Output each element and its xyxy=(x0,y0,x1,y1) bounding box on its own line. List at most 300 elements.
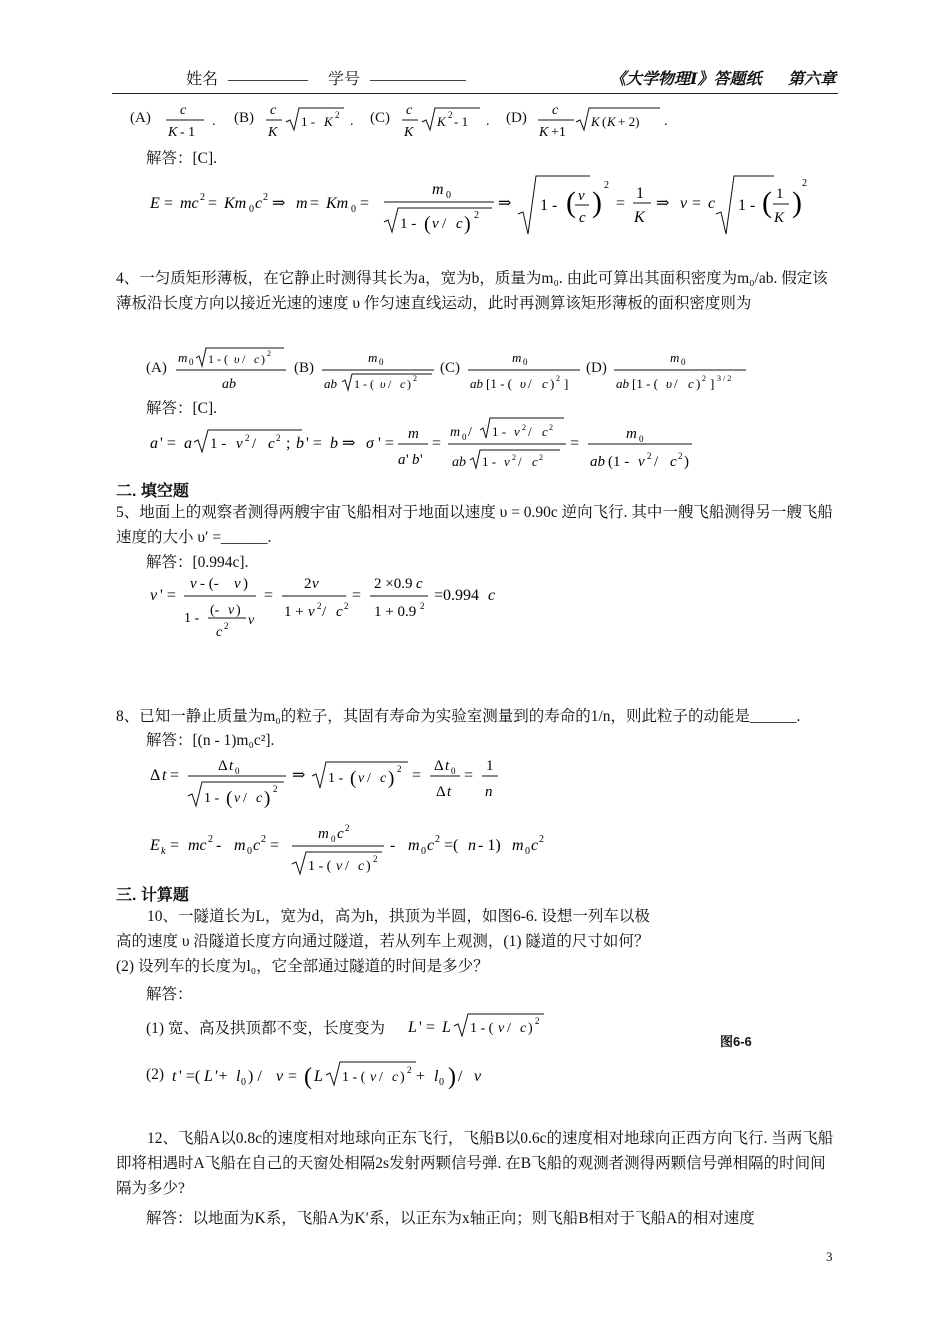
svg-text:/: / xyxy=(322,604,327,620)
svg-text:m: m xyxy=(296,195,308,212)
svg-text:v: v xyxy=(236,436,243,452)
svg-text:/: / xyxy=(507,1021,511,1036)
svg-text:- 1: - 1 xyxy=(180,125,196,140)
svg-text:]: ] xyxy=(564,376,569,391)
svg-text:k: k xyxy=(161,846,166,857)
svg-text:): ) xyxy=(448,1064,456,1090)
q3-option-d-formula xyxy=(536,98,676,144)
svg-text:2: 2 xyxy=(435,834,440,845)
svg-text:1 + 0.9: 1 + 0.9 xyxy=(374,604,417,620)
svg-text:0: 0 xyxy=(462,432,467,442)
svg-text:=(: =( xyxy=(444,837,459,854)
svg-text:c: c xyxy=(255,195,263,212)
q12-question: 12、飞船A以0.8c的速度相对地球向正东飞行，飞船B以0.6c的速度相对地球向正西方向飞行. 当两飞船即将相遇时A飞船在自己的天窗处相隔2s发射两颗信号弹. 在B飞船的观测者测得两颗信号弹相隔的时间间隔为多少? xyxy=(116,1130,834,1197)
svg-text:2: 2 xyxy=(200,192,205,203)
svg-text:2: 2 xyxy=(413,374,417,383)
svg-text:): ) xyxy=(236,603,241,618)
svg-text:c: c xyxy=(256,791,263,806)
svg-text:v: v xyxy=(432,216,439,232)
svg-text:- (-: - (- xyxy=(200,576,219,592)
svg-text:=: = xyxy=(692,195,702,212)
svg-text:): ) xyxy=(528,1021,533,1036)
svg-text:Δ: Δ xyxy=(436,784,446,800)
svg-text:-: - xyxy=(216,837,222,854)
svg-text:.: . xyxy=(212,114,216,129)
svg-text:1 -: 1 - xyxy=(184,611,200,626)
svg-text:c: c xyxy=(216,625,223,640)
q8-solution-equation-2 xyxy=(146,816,566,882)
svg-text:K: K xyxy=(168,125,178,140)
svg-text:a: a xyxy=(184,435,192,452)
svg-text:) /: ) / xyxy=(248,1068,262,1085)
svg-text:0: 0 xyxy=(525,846,530,857)
svg-text:2: 2 xyxy=(304,576,312,592)
svg-text:ab: ab xyxy=(222,377,236,392)
q5-solution-equation xyxy=(146,566,526,646)
svg-text:c: c xyxy=(268,436,275,452)
svg-text:Δ: Δ xyxy=(218,758,228,774)
svg-text:⇒: ⇒ xyxy=(342,435,356,452)
svg-text:ab: ab xyxy=(616,376,629,391)
svg-text:m: m xyxy=(450,425,461,440)
q3-option-c-formula xyxy=(400,98,495,144)
svg-text:/: / xyxy=(379,1070,383,1085)
svg-text:;: ; xyxy=(286,435,291,452)
svg-text:): ) xyxy=(464,213,471,235)
svg-text:c: c xyxy=(337,826,344,842)
svg-text:σ: σ xyxy=(366,435,374,452)
svg-text:1 -: 1 - xyxy=(400,216,417,232)
svg-text:c: c xyxy=(392,1070,399,1085)
svg-text:2: 2 xyxy=(261,834,266,845)
svg-text:1 +: 1 + xyxy=(284,604,304,620)
svg-text:): ) xyxy=(696,376,701,391)
svg-text:v: v xyxy=(578,188,585,204)
svg-text:0: 0 xyxy=(235,766,240,776)
svg-text:c: c xyxy=(488,587,496,604)
course-title: 《大学物理Ⅰ》答题纸 xyxy=(610,71,762,88)
figure-caption: 图6-6 xyxy=(720,1034,752,1049)
svg-text:' =: ' = xyxy=(378,435,394,452)
svg-text:n: n xyxy=(468,837,476,854)
svg-text:): ) xyxy=(366,859,371,874)
svg-text:(: ( xyxy=(762,186,772,219)
svg-text:c: c xyxy=(456,216,463,232)
svg-text:1 -: 1 - xyxy=(482,454,497,469)
q4-solution-equation xyxy=(146,412,706,474)
section-fill-in-blanks: 二. 填空题 xyxy=(116,483,189,500)
svg-text:v: v xyxy=(514,424,520,439)
svg-text:v: v xyxy=(190,576,197,592)
svg-text:=: = xyxy=(616,195,626,212)
svg-text:(: ( xyxy=(566,186,576,219)
q10-part1: (1) 宽、高及拱顶都不变，长度变为 xyxy=(146,1020,385,1037)
svg-text:=: = xyxy=(360,195,370,212)
svg-text:v: v xyxy=(336,859,343,874)
svg-text:Km: Km xyxy=(224,195,247,212)
svg-text:/: / xyxy=(242,352,246,366)
svg-text:v: v xyxy=(228,603,235,618)
svg-text:v: v xyxy=(370,1070,377,1085)
q3-answer: 解答：[C]. xyxy=(146,150,218,167)
svg-text:': ' xyxy=(420,452,423,468)
svg-text:2: 2 xyxy=(208,834,213,845)
svg-text:1: 1 xyxy=(776,186,784,202)
q4-answer: 解答：[C]. xyxy=(146,400,218,417)
svg-text:): ) xyxy=(550,376,555,391)
q3-option-a-formula xyxy=(160,98,220,144)
q10-answer: 解答： xyxy=(146,986,193,1003)
svg-text:c: c xyxy=(708,195,716,212)
svg-text:2: 2 xyxy=(267,349,271,358)
q4-option-a: (A) xyxy=(146,360,167,376)
svg-text:m: m xyxy=(234,837,246,854)
svg-text:- 1): - 1) xyxy=(478,837,501,854)
svg-text:2: 2 xyxy=(702,374,706,383)
svg-text:c: c xyxy=(531,837,539,854)
svg-text:1 -: 1 - xyxy=(492,424,507,439)
q3-option-d: (D) xyxy=(506,110,527,126)
svg-text:(: ( xyxy=(304,1064,312,1090)
svg-text:/: / xyxy=(442,216,447,232)
svg-text:/: / xyxy=(252,436,257,452)
svg-text:E: E xyxy=(150,195,160,212)
page-number: 3 xyxy=(826,1249,833,1264)
svg-text:0: 0 xyxy=(639,434,644,444)
q3-option-a: (A) xyxy=(130,110,151,126)
svg-text:0: 0 xyxy=(523,357,528,367)
q4-option-d: (D) xyxy=(586,360,607,376)
svg-text:2: 2 xyxy=(512,453,516,462)
q3-option-b: (B) xyxy=(234,110,254,126)
svg-text:m: m xyxy=(670,350,680,365)
svg-text:): ) xyxy=(792,186,802,219)
svg-text:0: 0 xyxy=(351,204,356,215)
svg-text:v: v xyxy=(234,791,241,806)
q4-option-b: (B) xyxy=(294,360,314,376)
svg-text:Δ: Δ xyxy=(434,758,444,774)
svg-text:c: c xyxy=(579,210,586,226)
svg-text:L: L xyxy=(314,1068,323,1085)
svg-text:' =: ' = xyxy=(160,435,176,452)
svg-text:2: 2 xyxy=(273,784,278,794)
svg-text:K: K xyxy=(324,114,333,129)
svg-text:0: 0 xyxy=(189,357,194,367)
svg-text:1: 1 xyxy=(486,758,494,774)
svg-text:0: 0 xyxy=(379,357,384,367)
svg-text:2: 2 xyxy=(556,374,560,383)
svg-text:0: 0 xyxy=(249,204,254,215)
svg-text:K: K xyxy=(591,114,600,129)
svg-text:v: v xyxy=(150,587,158,604)
svg-text:2 ×0.9: 2 ×0.9 xyxy=(374,576,413,592)
q3-option-b-formula xyxy=(264,98,359,144)
q8-solution-equation-1 xyxy=(146,748,506,814)
svg-text:mc: mc xyxy=(188,837,207,854)
svg-text:t: t xyxy=(172,1068,177,1085)
svg-text:m: m xyxy=(408,837,420,854)
svg-text:2: 2 xyxy=(549,423,553,432)
q4-option-c-formula xyxy=(466,346,586,396)
svg-text:2: 2 xyxy=(539,834,544,845)
svg-text:[1 - (: [1 - ( xyxy=(632,376,658,391)
svg-text:- 1: - 1 xyxy=(454,114,469,129)
svg-text:1 - (: 1 - ( xyxy=(342,1070,366,1085)
svg-text:ab: ab xyxy=(470,376,483,391)
svg-text:=: = xyxy=(264,587,274,604)
svg-text:2: 2 xyxy=(522,423,526,432)
svg-text:l: l xyxy=(236,1068,241,1085)
svg-text:v: v xyxy=(504,454,510,469)
svg-text:2: 2 xyxy=(539,453,543,462)
svg-text:/: / xyxy=(367,771,371,786)
svg-text:/: / xyxy=(458,1068,463,1085)
svg-text:⇒: ⇒ xyxy=(292,767,306,784)
svg-text:c: c xyxy=(532,454,538,469)
svg-text:=: = xyxy=(170,837,180,854)
svg-text:=0.994: =0.994 xyxy=(434,587,480,604)
svg-text:1 -: 1 - xyxy=(210,436,227,452)
svg-text:b: b xyxy=(412,452,420,468)
svg-text:c: c xyxy=(180,103,187,118)
svg-text:⇒: ⇒ xyxy=(498,195,512,212)
svg-text:K: K xyxy=(634,209,645,226)
svg-text:2: 2 xyxy=(802,178,807,189)
svg-text:2: 2 xyxy=(407,1065,412,1075)
q10-part2: (2) xyxy=(146,1066,165,1083)
svg-text:c: c xyxy=(380,771,387,786)
svg-text:2: 2 xyxy=(345,823,350,833)
svg-text:): ) xyxy=(684,454,689,470)
svg-text:c: c xyxy=(406,103,413,118)
svg-text:+ 2): + 2) xyxy=(618,114,640,129)
svg-text:c: c xyxy=(542,424,548,439)
svg-text:' =: ' = xyxy=(306,435,322,452)
svg-text:υ: υ xyxy=(520,376,526,391)
svg-text:=: = xyxy=(310,195,320,212)
svg-text:+1: +1 xyxy=(551,125,566,140)
svg-text:v: v xyxy=(474,1068,482,1085)
svg-text:=: = xyxy=(412,767,422,784)
svg-text:=: = xyxy=(208,195,218,212)
name-blank: __________ xyxy=(228,66,308,83)
svg-text:1 -: 1 - xyxy=(301,114,316,129)
q10-part2-formula xyxy=(170,1050,490,1096)
svg-text:2: 2 xyxy=(344,601,349,611)
svg-text:(: ( xyxy=(350,768,357,789)
svg-text:): ) xyxy=(592,186,602,219)
svg-text:): ) xyxy=(388,768,395,789)
svg-text:(: ( xyxy=(226,788,233,809)
svg-text:): ) xyxy=(407,377,411,391)
svg-text:υ: υ xyxy=(666,376,672,391)
svg-text:v: v xyxy=(248,613,255,628)
svg-text:0: 0 xyxy=(247,846,252,857)
svg-text:c: c xyxy=(270,103,277,118)
svg-text:L: L xyxy=(204,1068,213,1085)
svg-text:v: v xyxy=(234,576,241,592)
svg-text:-: - xyxy=(390,837,396,854)
svg-text:m: m xyxy=(368,350,378,365)
svg-text:m: m xyxy=(408,426,419,442)
q3-option-c: (C) xyxy=(370,110,390,126)
svg-text:m: m xyxy=(318,826,329,842)
svg-text:[1 - (: [1 - ( xyxy=(486,376,512,391)
q10-part1-formula xyxy=(404,1004,554,1044)
svg-text:c: c xyxy=(400,377,406,391)
svg-text:b: b xyxy=(296,435,304,452)
svg-text:c: c xyxy=(253,837,261,854)
svg-text:(1 -: (1 - xyxy=(608,454,630,470)
svg-text:E: E xyxy=(150,837,160,854)
svg-text:1 - (: 1 - ( xyxy=(208,352,228,366)
svg-text:1 - (: 1 - ( xyxy=(470,1021,494,1036)
name-label: 姓名 xyxy=(186,71,219,88)
svg-text:m: m xyxy=(512,837,524,854)
svg-text:2: 2 xyxy=(647,451,652,461)
svg-text:1 - (: 1 - ( xyxy=(308,859,332,874)
svg-text:v: v xyxy=(680,195,688,212)
svg-text:' =(: ' =( xyxy=(179,1068,201,1085)
svg-text:c: c xyxy=(520,1021,527,1036)
svg-text:1 -: 1 - xyxy=(738,197,756,214)
svg-text:): ) xyxy=(400,1070,405,1085)
svg-text:=: = xyxy=(570,435,580,452)
svg-text:' =: ' = xyxy=(419,1019,435,1036)
svg-text:K: K xyxy=(539,125,549,140)
svg-text:2: 2 xyxy=(397,764,402,774)
svg-text:mc: mc xyxy=(180,195,199,212)
svg-text:.: . xyxy=(664,114,668,129)
svg-text:υ: υ xyxy=(234,352,240,366)
svg-text:=: = xyxy=(270,837,280,854)
header-rule xyxy=(112,93,838,94)
svg-text:b: b xyxy=(330,435,338,452)
svg-text:Km: Km xyxy=(326,195,349,212)
q3-solution-equation xyxy=(146,170,806,240)
svg-text:c: c xyxy=(358,859,365,874)
svg-text:v: v xyxy=(498,1021,505,1036)
svg-text:/: / xyxy=(518,454,522,469)
section-calculation: 三. 计算题 xyxy=(116,887,189,904)
svg-text:c: c xyxy=(427,837,435,854)
svg-text:2: 2 xyxy=(678,451,683,461)
svg-text:2: 2 xyxy=(604,180,609,191)
svg-text:m: m xyxy=(626,426,637,442)
q4-option-a-formula xyxy=(174,346,290,396)
svg-text:1 -: 1 - xyxy=(540,197,558,214)
svg-text:0: 0 xyxy=(451,766,456,776)
svg-text:v: v xyxy=(358,771,365,786)
svg-text:0: 0 xyxy=(446,190,451,201)
svg-text:m: m xyxy=(432,181,444,198)
svg-text:ab: ab xyxy=(590,454,605,470)
svg-text:2: 2 xyxy=(535,1016,540,1026)
svg-text:/: / xyxy=(654,454,659,470)
q5-answer: 解答：[0.994c]. xyxy=(146,554,249,571)
svg-text:=: = xyxy=(288,1068,298,1085)
svg-text:c: c xyxy=(552,103,559,118)
id-label: 学号 xyxy=(328,71,361,88)
q8-answer: 解答：[(n - 1)m₀c²]. xyxy=(146,732,275,749)
svg-text:t: t xyxy=(229,758,234,774)
svg-text:2: 2 xyxy=(224,621,229,631)
svg-text:2: 2 xyxy=(448,110,453,120)
svg-text:/: / xyxy=(388,377,392,391)
svg-text:2: 2 xyxy=(245,433,250,443)
svg-text:): ) xyxy=(261,352,265,366)
svg-text:/: / xyxy=(468,425,472,440)
svg-text:m: m xyxy=(178,350,188,365)
svg-text:c: c xyxy=(416,576,423,592)
svg-text:2: 2 xyxy=(263,192,268,203)
svg-text:2: 2 xyxy=(420,601,425,611)
svg-text:2: 2 xyxy=(317,601,322,611)
svg-text:′+: ′+ xyxy=(215,1068,228,1085)
svg-text:K: K xyxy=(268,125,278,140)
q4-option-d-formula xyxy=(612,346,752,396)
svg-text:/: / xyxy=(243,791,247,806)
svg-text:K: K xyxy=(437,114,446,129)
svg-text:c: c xyxy=(688,376,694,391)
svg-text:l: l xyxy=(434,1068,439,1085)
q5-question: 5、地面上的观察者测得两艘宇宙飞船相对于地面以速度 υ = 0.90c 逆向飞行. 其中一艘飞船测得另一艘飞船速度的大小 υ′ =______. xyxy=(116,504,833,546)
svg-text:a: a xyxy=(398,452,406,468)
svg-text:]: ] xyxy=(710,376,715,391)
svg-text:1 -: 1 - xyxy=(328,771,344,786)
svg-text:L: L xyxy=(408,1019,417,1036)
chapter-label: 第六章 xyxy=(788,71,837,88)
svg-text:): ) xyxy=(264,788,271,809)
svg-text:=: = xyxy=(432,435,442,452)
svg-text:L: L xyxy=(442,1019,451,1036)
svg-text:(: ( xyxy=(424,213,431,235)
q4-option-b-formula xyxy=(320,346,440,396)
svg-text:' =: ' = xyxy=(160,587,176,604)
svg-text:/: / xyxy=(528,424,532,439)
q8-question: 8、已知一静止质量为m₀的粒子，其固有寿命为实验室测量到的寿命的1/n，则此粒子的动能是______. xyxy=(116,708,801,725)
svg-text:0: 0 xyxy=(421,846,426,857)
svg-text:=: = xyxy=(464,767,474,784)
svg-text:Δ: Δ xyxy=(150,767,161,784)
svg-text:ab: ab xyxy=(452,455,466,470)
svg-text:t: t xyxy=(445,758,450,774)
svg-text:1 - (: 1 - ( xyxy=(354,377,374,391)
svg-text:v: v xyxy=(308,604,315,620)
svg-text:=: = xyxy=(352,587,362,604)
svg-text:t: t xyxy=(447,784,452,800)
svg-text:c: c xyxy=(336,604,343,620)
id-blank: ____________ xyxy=(370,66,466,83)
svg-text:c: c xyxy=(542,376,548,391)
svg-text:c: c xyxy=(254,352,260,366)
svg-text:1 -: 1 - xyxy=(204,791,220,806)
svg-text:=: = xyxy=(164,195,174,212)
svg-text:/: / xyxy=(674,376,678,391)
svg-text:c: c xyxy=(670,454,677,470)
svg-text:(: ( xyxy=(602,114,607,129)
q12-answer: 解答：以地面为K系，飞船A为K′系，以正东为x轴正向；则飞船B相对于飞船A的相对速度 xyxy=(146,1210,755,1227)
svg-text:/: / xyxy=(528,376,532,391)
svg-text:2: 2 xyxy=(373,854,378,864)
svg-text:K: K xyxy=(774,210,785,226)
svg-text:v: v xyxy=(638,454,645,470)
svg-text:v: v xyxy=(312,576,319,592)
svg-text:a: a xyxy=(150,435,158,452)
svg-text:t: t xyxy=(162,767,167,784)
svg-text:v: v xyxy=(276,1068,284,1085)
svg-text:): ) xyxy=(243,576,248,592)
